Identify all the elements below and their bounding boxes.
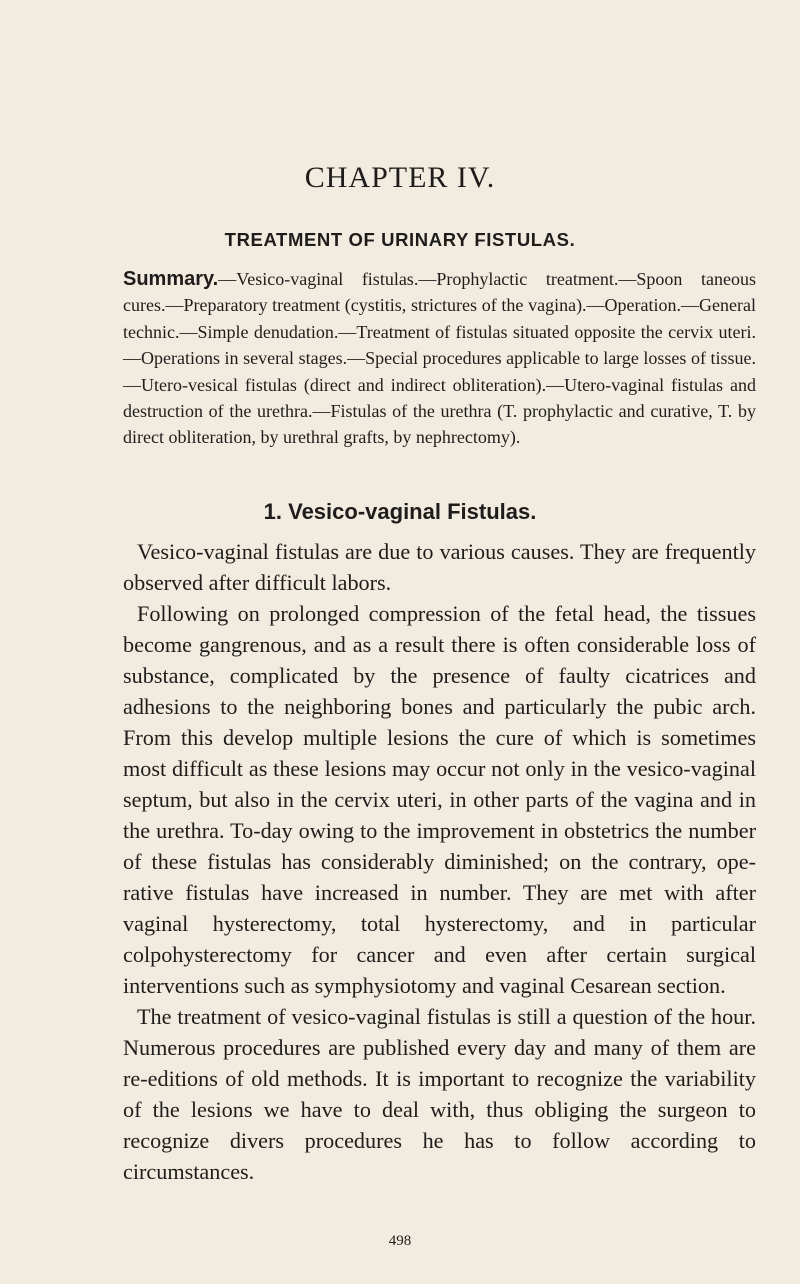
body-paragraph-1: Vesico-vaginal fistulas are due to various causes. They are frequently observed after difficult labors. xyxy=(123,539,756,595)
section-title: 1. Vesico-vaginal Fistulas. xyxy=(263,499,537,524)
body-paragraph-2: Following on prolonged compression of the fetal head, the tissues become gangrenous, and as a result there is often considerable loss of substance, complicated by the presence of faulty cicatrices and adhesions to the neighboring bones and particularly the pubic arch. From this develop multiple lesions the cure of which is sometimes most difficult as these lesions may occur not only in the vesico-vaginal septum, but also in the cervix uteri, in other parts of the vagina and in the urethra. To-day owing to the improvement in obstetrics the number of these fistulas has considerably diminished; on the contrary, operative fistulas have increased in number. They are met with after vaginal hysterectomy, total hysterectomy, and in particular colpohysterectomy for cancer and even after certain surgical interventions such as symphysiotomy and vaginal Cesarean section. xyxy=(123,601,756,998)
section-body xyxy=(123,536,756,1187)
body-paragraph-3: The treatment of vesico-vaginal fistulas is still a question of the hour. Numerous procedures are published every day and many of them are re-editions of old methods. It is important to recognize the variability of the lesions we have to deal with, thus obliging the surgeon to recognize divers procedures he has to follow according to circumstances. xyxy=(123,1004,756,1184)
chapter-title: CHAPTER IV. xyxy=(304,161,496,194)
chapter-heading: TREATMENT OF URINARY FISTULAS. xyxy=(224,229,576,250)
summary-text: —Vesico-vaginal fistulas.—Prophylactic treatment.—Spoon taneous cures.—Preparatory treatment (cystitis, strictures of the vagina).—Operation.—General technic.—Simple denudation.—Treatment of fistulas situated opposite the cervix uteri.—Operations in several stages.—Special procedures applicable to large losses of tissue.—Utero-vesical fistulas (direct and indirect obliteration).—Utero-vaginal fistulas and destruction of the urethra.—Fistulas of the urethra (T. prophylactic and curative, T. by direct obliteration, by urethral grafts, by nephrectomy). xyxy=(123,269,756,448)
summary-label: Summary. xyxy=(123,268,219,290)
summary-paragraph xyxy=(123,266,756,451)
page-number: 498 xyxy=(388,1233,412,1249)
